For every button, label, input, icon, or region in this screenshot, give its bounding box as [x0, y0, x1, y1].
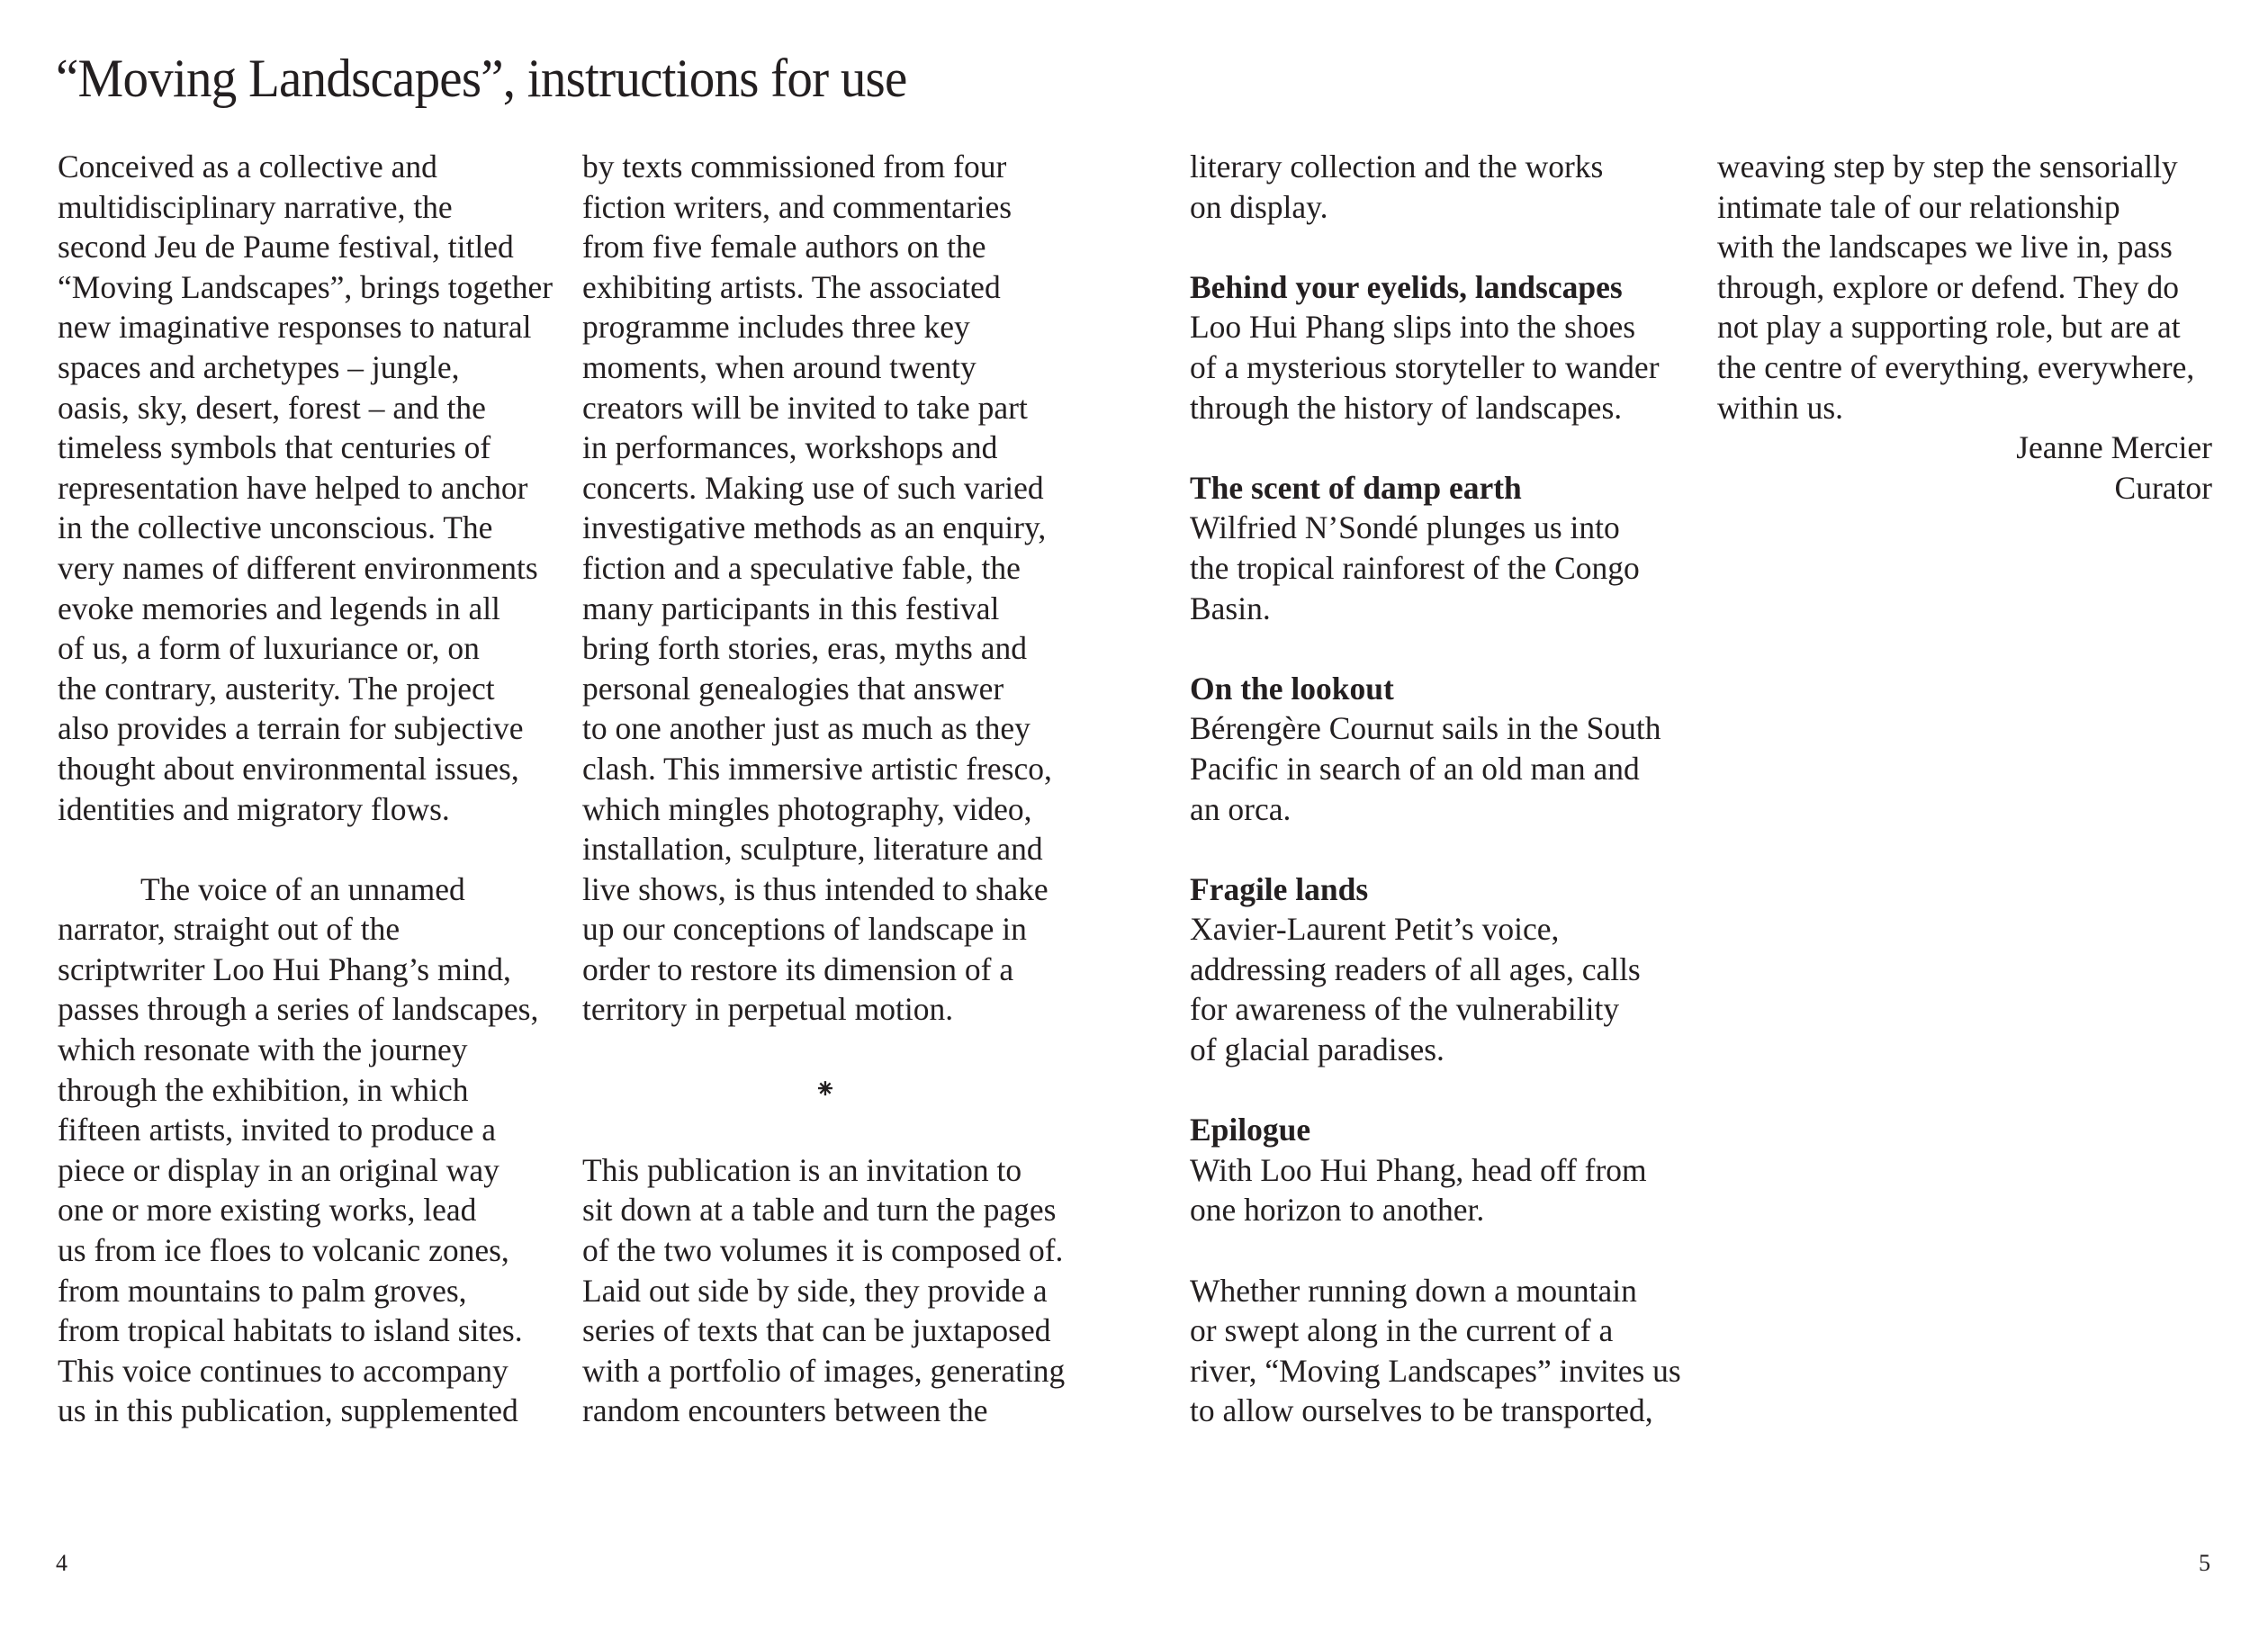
text-line: order to restore its dimension of a — [582, 950, 1014, 987]
text-line: through the history of landscapes. — [1190, 389, 1623, 426]
text-line: new imaginative responses to natural — [58, 309, 532, 346]
text-line: from tropical habitats to island sites. — [58, 1312, 523, 1349]
text-line: representation have helped to anchor — [58, 469, 528, 506]
text-line: the tropical rainforest of the Congo — [1190, 549, 1640, 586]
text-line: on display. — [1190, 188, 1328, 225]
text-line: intimate tale of our relationship — [1717, 188, 2120, 225]
text-line: of us, a form of luxuriance or, on — [58, 630, 480, 667]
text-line: “Moving Landscapes”, brings together — [58, 268, 554, 305]
section-heading: Fragile lands — [1190, 870, 1369, 907]
text-line: piece or display in an original way — [58, 1151, 500, 1188]
section-separator-asterisk-icon: ⁕ — [814, 1074, 837, 1104]
text-line: fiction writers, and commentaries — [582, 188, 1012, 225]
text-line: with a portfolio of images, generating — [582, 1352, 1066, 1389]
text-line: bring forth stories, eras, myths and — [582, 630, 1027, 667]
text-line: investigative methods as an enquiry, — [582, 509, 1047, 546]
text-line: in performances, workshops and — [582, 429, 998, 466]
text-line: Pacific in search of an old man and — [1190, 750, 1640, 787]
text-line: series of texts that can be juxtaposed — [582, 1312, 1051, 1349]
text-line: which resonate with the journey — [58, 1031, 468, 1068]
text-line: Xavier-Laurent Petit’s voice, — [1190, 911, 1560, 948]
paragraph-gap — [1190, 1230, 1681, 1271]
text-line: through the exhibition, in which — [58, 1071, 469, 1108]
section-heading: Behind your eyelids, landscapes — [1190, 268, 1623, 305]
text-line: to allow ourselves to be transported, — [1190, 1392, 1653, 1429]
text-line: up our conceptions of landscape in — [582, 911, 1027, 948]
text-line: territory in perpetual motion. — [582, 991, 954, 1028]
text-line: multidisciplinary narrative, the — [58, 188, 453, 225]
text-line: very names of different environments — [58, 549, 538, 586]
text-line: within us. — [1717, 389, 1844, 426]
text-line: from mountains to palm groves, — [58, 1272, 467, 1309]
text-line: exhibiting artists. The associated — [582, 268, 1001, 305]
text-line: clash. This immersive artistic fresco, — [582, 750, 1052, 787]
text-line: river, “Moving Landscapes” invites us — [1190, 1352, 1681, 1389]
section-scent-of-damp-earth — [1190, 468, 1681, 628]
section-fragile-lands — [1190, 869, 1681, 1070]
page-number-left: 4 — [56, 1550, 68, 1576]
closing-paragraph — [1190, 1271, 1681, 1431]
text-line: oasis, sky, desert, forest – and the — [58, 389, 486, 426]
text-line: the contrary, austerity. The project — [58, 670, 495, 707]
paragraph-gap — [582, 1030, 1068, 1070]
text-line: random encounters between the — [582, 1392, 988, 1429]
text-line: addressing readers of all ages, calls — [1190, 950, 1641, 987]
text-line: This voice continues to accompany — [58, 1352, 508, 1389]
text-line: narrator, straight out of the — [58, 911, 400, 948]
text-line: fifteen artists, invited to produce a — [58, 1112, 496, 1148]
text-line: of the two volumes it is composed of. — [582, 1232, 1064, 1269]
paragraph-gap — [1190, 1070, 1681, 1111]
signature-role: Curator — [2114, 469, 2212, 506]
closing-paragraph-continued — [1717, 147, 2212, 428]
text-line: spaces and archetypes – jungle, — [58, 348, 460, 385]
text-line: one or more existing works, lead — [58, 1192, 477, 1229]
text-line: installation, sculpture, literature and — [582, 831, 1043, 868]
section-heading: Epilogue — [1190, 1112, 1311, 1148]
paragraph-gap — [1190, 829, 1681, 869]
text-line: Wilfried N’Sondé plunges us into — [1190, 509, 1620, 546]
text-line: from five female authors on the — [582, 229, 986, 266]
section-heading: On the lookout — [1190, 670, 1394, 707]
text-line: literary collection and the works — [1190, 149, 1604, 185]
text-line: scriptwriter Loo Hui Phang’s mind, — [58, 950, 511, 987]
section-epilogue — [1190, 1110, 1681, 1230]
text-line: passes through a series of landscapes, — [58, 991, 539, 1028]
signature — [1717, 428, 2212, 508]
column-3 — [1190, 147, 1681, 1431]
column-1 — [58, 147, 553, 1431]
text-line: identities and migratory flows. — [58, 790, 450, 827]
text-line: Loo Hui Phang slips into the shoes — [1190, 309, 1636, 346]
section-behind-your-eyelids — [1190, 267, 1681, 428]
column-4 — [1717, 147, 2212, 508]
text-line: not play a supporting role, but are at — [1717, 309, 2181, 346]
text-line: to one another just as much as they — [582, 710, 1030, 747]
paragraph-gap — [1190, 428, 1681, 468]
text-line: Whether running down a mountain — [1190, 1272, 1637, 1309]
text-line: weaving step by step the sensorially — [1717, 149, 2178, 185]
text-line: through, explore or defend. They do — [1717, 268, 2179, 305]
text-line: us in this publication, supplemented — [58, 1392, 518, 1429]
text-line: personal genealogies that answer — [582, 670, 1004, 707]
text-line: Conceived as a collective and — [58, 149, 437, 185]
page-title: “Moving Landscapes”, instructions for use — [56, 49, 907, 108]
text-line: This publication is an invitation to — [582, 1151, 1022, 1188]
text-line: The voice of an unnamed — [140, 870, 465, 907]
text-line: Bérengère Cournut sails in the South — [1190, 710, 1661, 747]
text-line: one horizon to another. — [1190, 1192, 1485, 1229]
signature-name: Jeanne Mercier — [2016, 429, 2212, 466]
text-line: Basin. — [1190, 590, 1271, 626]
page-number-right: 5 — [2199, 1550, 2210, 1576]
text-line: us from ice floes to volcanic zones, — [58, 1232, 509, 1269]
text-line: programme includes three key — [582, 309, 970, 346]
intro-paragraph — [58, 147, 553, 829]
programme-paragraph — [582, 147, 1068, 1030]
text-line: with the landscapes we live in, pass — [1717, 229, 2173, 266]
text-line: which mingles photography, video, — [582, 790, 1032, 827]
text-line: an orca. — [1190, 790, 1292, 827]
text-line: creators will be invited to take part — [582, 389, 1028, 426]
text-line: by texts commissioned from four — [582, 149, 1007, 185]
section-heading: The scent of damp earth — [1190, 469, 1522, 506]
text-line: also provides a terrain for subjective — [58, 710, 524, 747]
text-line: evoke memories and legends in all — [58, 590, 500, 626]
text-line: thought about environmental issues, — [58, 750, 519, 787]
text-line: many participants in this festival — [582, 590, 1000, 626]
text-line: or swept along in the current of a — [1190, 1312, 1614, 1349]
text-line: the centre of everything, everywhere, — [1717, 348, 2195, 385]
narrator-paragraph — [58, 869, 553, 1431]
text-line: moments, when around twenty — [582, 348, 976, 385]
text-line: sit down at a table and turn the pages — [582, 1192, 1057, 1229]
text-line: timeless symbols that centuries of — [58, 429, 491, 466]
paragraph-gap — [1190, 628, 1681, 669]
text-line: live shows, is thus intended to shake — [582, 870, 1048, 907]
paragraph-gap — [1190, 227, 1681, 267]
section-on-the-lookout — [1190, 669, 1681, 829]
text-line: in the collective unconscious. The — [58, 509, 493, 546]
paragraph-gap — [58, 829, 553, 869]
text-line: of glacial paradises. — [1190, 1031, 1444, 1068]
text-line: fiction and a speculative fable, the — [582, 549, 1021, 586]
text-line: second Jeu de Paume festival, titled — [58, 229, 514, 266]
text-line: With Loo Hui Phang, head off from — [1190, 1151, 1647, 1188]
text-line: of a mysterious storyteller to wander — [1190, 348, 1660, 385]
text-line: concerts. Making use of such varied — [582, 469, 1044, 506]
publication-paragraph — [582, 1150, 1068, 1431]
text-line: for awareness of the vulnerability — [1190, 991, 1620, 1028]
text-line: Laid out side by side, they provide a — [582, 1272, 1048, 1309]
column-2 — [582, 147, 1068, 1431]
